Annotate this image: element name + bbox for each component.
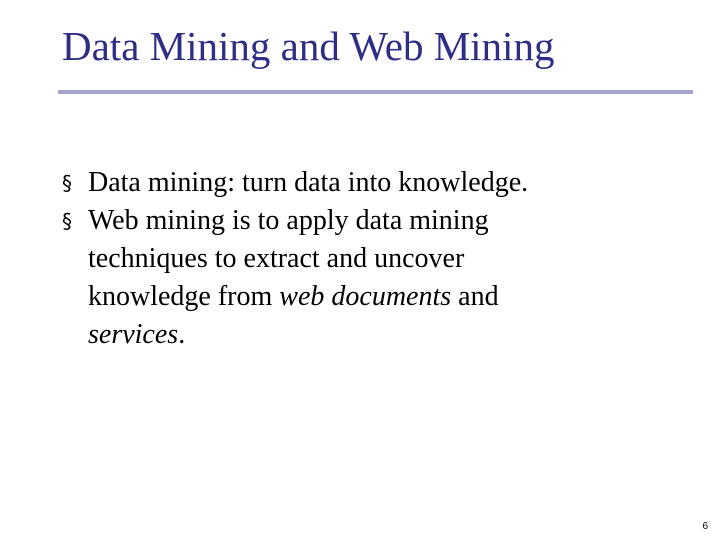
bullet-text-line-1: Web mining is to apply data mining bbox=[88, 205, 489, 236]
emphasis-web-documents: web documents bbox=[279, 281, 452, 312]
bullet-item-2 bbox=[62, 202, 662, 354]
section-bullet-icon: § bbox=[62, 171, 72, 195]
bullet-list bbox=[62, 164, 662, 354]
page-number: 6 bbox=[702, 521, 708, 532]
bullet-text-line-2: techniques to extract and uncover bbox=[88, 243, 465, 274]
section-bullet-icon: § bbox=[62, 209, 72, 233]
bullet-text-line-3: knowledge from bbox=[88, 281, 280, 312]
bullet-text: Data mining: turn data into knowledge. bbox=[88, 167, 529, 198]
title-divider bbox=[58, 90, 693, 94]
slide-title: Data Mining and Web Mining bbox=[62, 23, 555, 69]
bullet-text-and: and bbox=[451, 281, 499, 312]
bullet-text-period: . bbox=[178, 319, 186, 350]
emphasis-services: services bbox=[88, 319, 179, 350]
bullet-item-1 bbox=[62, 164, 662, 202]
